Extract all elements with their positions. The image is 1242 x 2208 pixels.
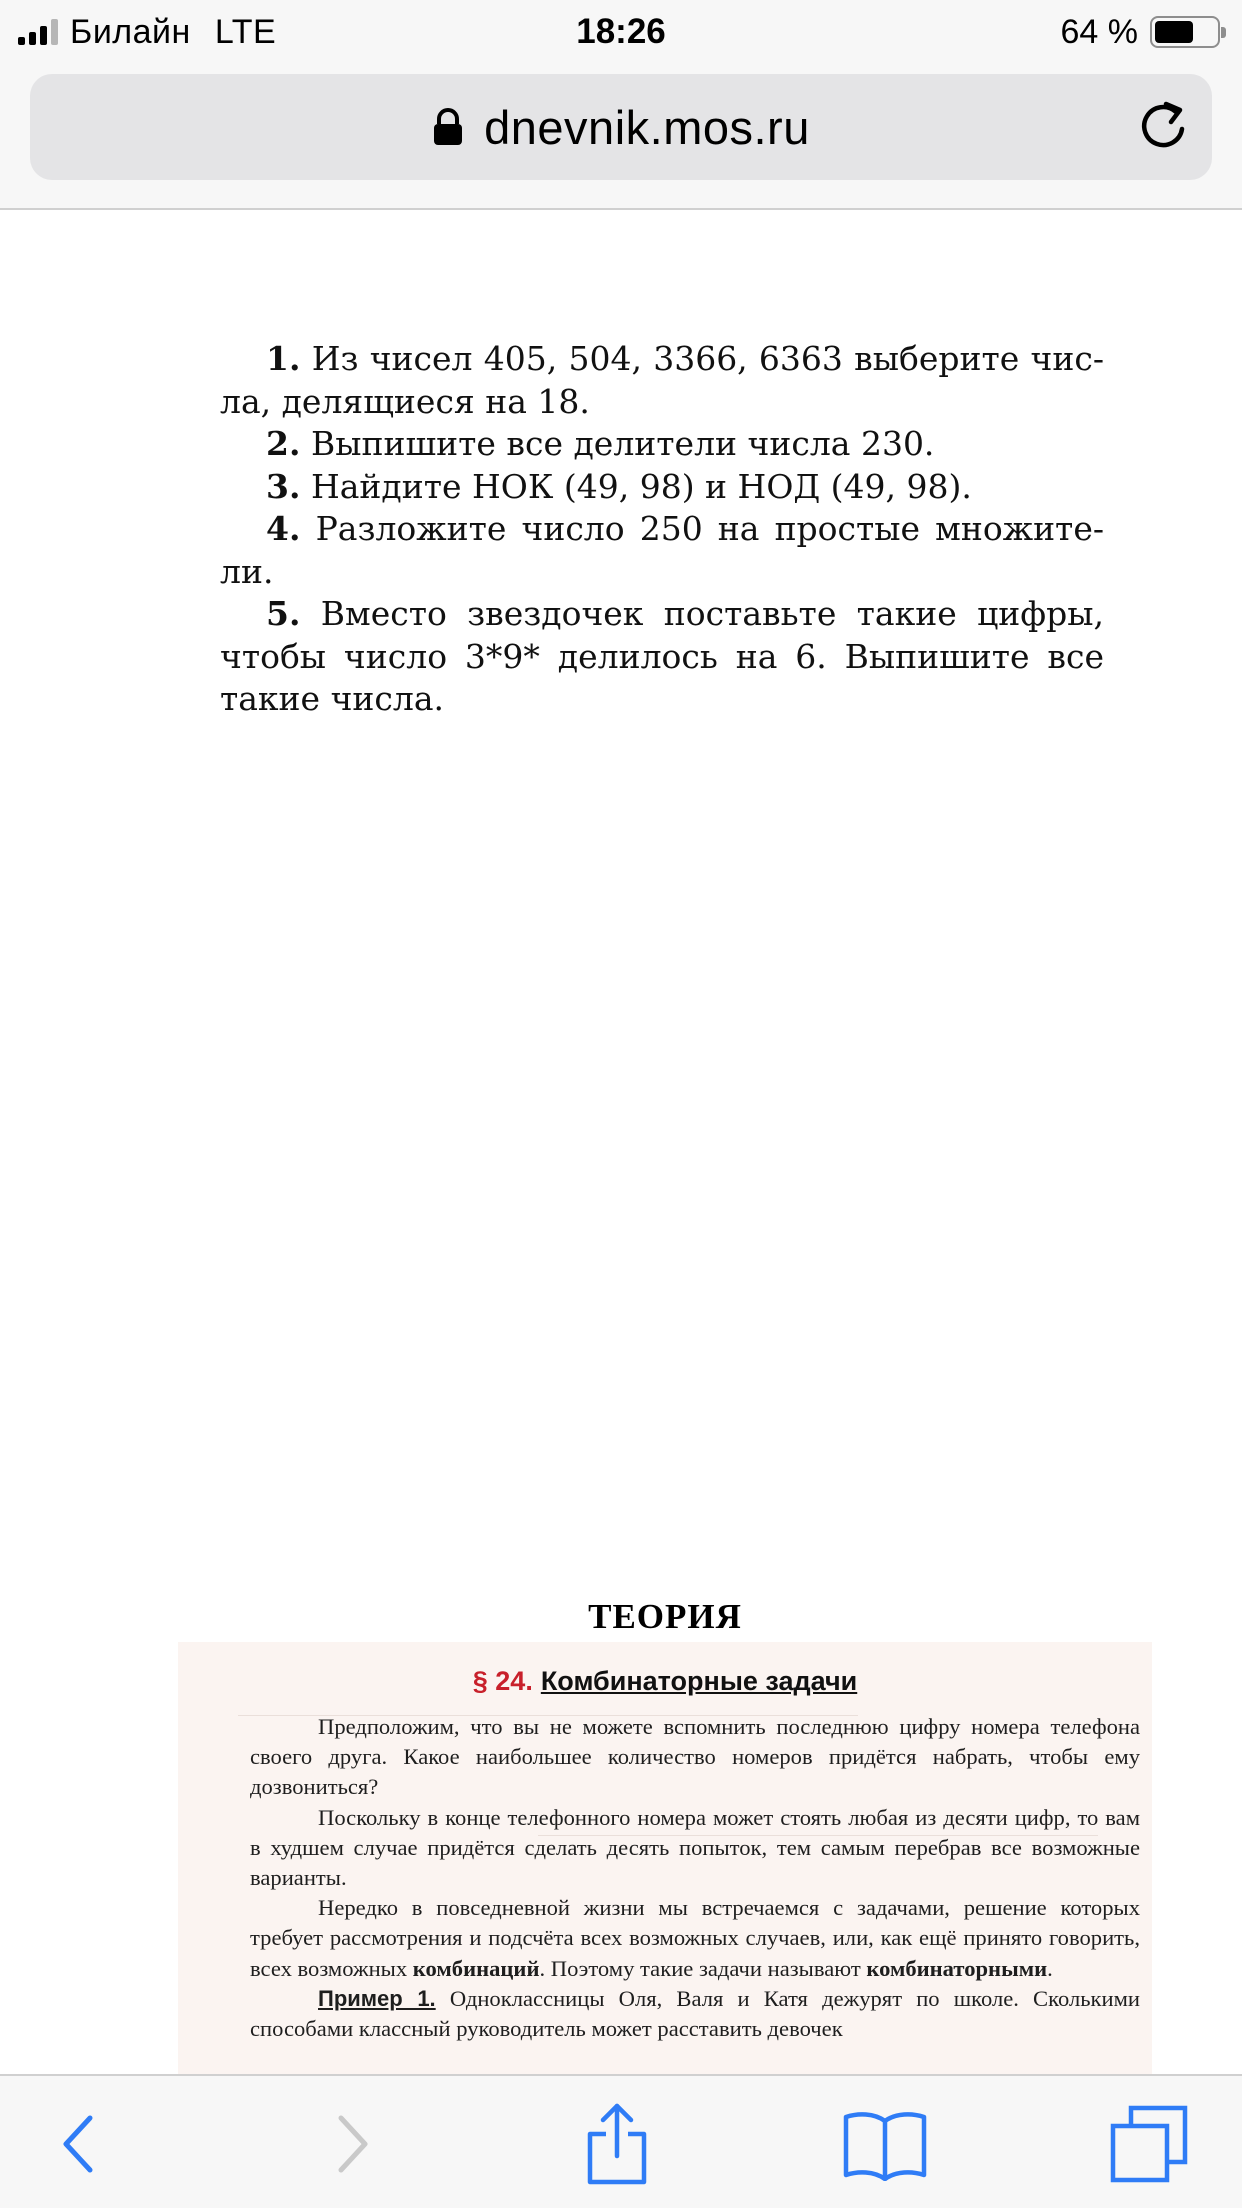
share-button[interactable] bbox=[577, 2104, 657, 2184]
task-item bbox=[220, 338, 1104, 423]
example-paragraph bbox=[250, 1984, 1140, 2044]
example-text: Одноклассницы Оля, Валя и Катя дежурят по школе. Сколькими способами классный руководитель может расставить девочек bbox=[250, 1985, 1140, 2042]
share-icon bbox=[582, 2102, 652, 2186]
web-page bbox=[0, 210, 1242, 2074]
task-number: 3. bbox=[266, 466, 301, 506]
task-item bbox=[220, 466, 1104, 509]
url-text: dnevnik.mos.ru bbox=[484, 100, 810, 154]
task-text: Выпишите все делители числа 230. bbox=[310, 424, 935, 463]
reload-icon[interactable] bbox=[1136, 100, 1190, 154]
network-type: LTE bbox=[214, 12, 277, 51]
tabs-icon bbox=[1109, 2104, 1189, 2184]
status-right bbox=[1061, 10, 1221, 54]
lock-icon bbox=[432, 108, 464, 146]
forward-icon bbox=[333, 2112, 373, 2176]
back-button[interactable] bbox=[38, 2104, 118, 2184]
browser-toolbar bbox=[0, 2074, 1242, 2208]
textbook-image bbox=[178, 1642, 1152, 2074]
theory-heading: ТЕОРИЯ bbox=[588, 1597, 742, 1636]
task-item bbox=[220, 508, 1104, 593]
task-list bbox=[220, 338, 1104, 721]
text-run: . bbox=[1047, 1955, 1053, 1981]
text-run: Нередко в повседневной жизни мы встречаемся с задачами, решение которых требует рассмотрения и подсчёта всех возможных случаев, или, как ещё принято говорить, всех возможных bbox=[250, 1895, 1140, 1981]
task-number: 1. bbox=[266, 339, 301, 378]
address-bar[interactable] bbox=[30, 74, 1212, 180]
battery-percent: 64 % bbox=[1060, 12, 1138, 51]
battery-fill bbox=[1155, 21, 1193, 43]
task-number: 2. bbox=[266, 424, 301, 463]
section-name: Комбинаторные задачи bbox=[540, 1666, 858, 1696]
section-number: § 24. bbox=[472, 1666, 533, 1696]
bold-term: комбинаций bbox=[412, 1955, 540, 1981]
browser-header bbox=[0, 62, 1242, 210]
text-run: . Поэтому такие задачи называют bbox=[539, 1955, 867, 1981]
forward-button[interactable] bbox=[313, 2104, 393, 2184]
paragraph: Поскольку в конце телефонного номера может стоять любая из десяти цифр, то вам в худшем случае придётся сделать десять попыток, тем самым перебрав все возможные варианты. bbox=[250, 1804, 1140, 1891]
paragraph: Предположим, что вы не можете вспомнить последнюю цифру номера телефона своего друга. Какое наибольшее количество номеров придётся набрать, чтобы ему дозвониться? bbox=[250, 1714, 1140, 1800]
example-label: Пример 1. bbox=[318, 1985, 436, 2011]
paragraph bbox=[250, 1893, 1140, 1984]
textbook-text bbox=[250, 1712, 1140, 2044]
battery-icon bbox=[1150, 16, 1220, 48]
section-title bbox=[178, 1666, 1152, 1697]
status-bar bbox=[0, 0, 1242, 62]
task-item bbox=[220, 593, 1104, 721]
task-number: 5. bbox=[266, 594, 301, 633]
task-text: Вместо звездочек поставьте такие цифры, чтобы число 3*9* делилось на 6. Выпишите все такие числа. bbox=[220, 594, 1104, 718]
bold-term: комбинаторными bbox=[866, 1955, 1048, 1981]
task-text: Найдите НОК (49, 98) и НОД (49, 98). bbox=[310, 466, 972, 506]
back-icon bbox=[58, 2112, 98, 2176]
task-text: Из чисел 405, 504, 3366, 6363 выберите числа, делящиеся на 18. bbox=[220, 339, 1104, 421]
tabs-button[interactable] bbox=[1104, 2104, 1194, 2184]
task-text: Разложите число 250 на простые множители. bbox=[220, 509, 1105, 591]
bookmarks-button[interactable] bbox=[840, 2104, 930, 2184]
task-number: 4. bbox=[266, 509, 301, 548]
carrier-name: Билайн bbox=[70, 12, 191, 51]
status-time: 18:26 bbox=[576, 12, 666, 51]
bookmarks-icon bbox=[842, 2107, 928, 2181]
task-item bbox=[220, 423, 1104, 466]
